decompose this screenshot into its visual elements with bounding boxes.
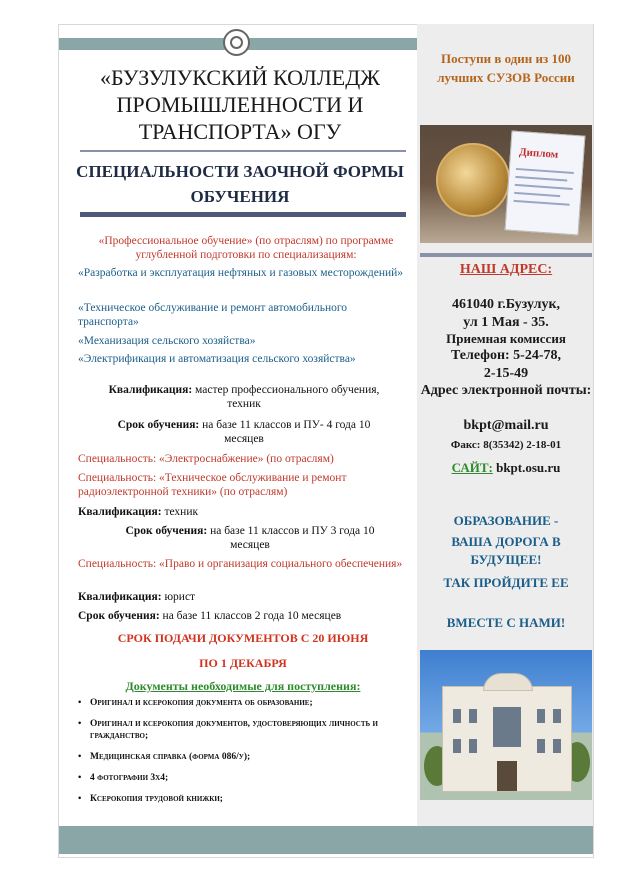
specialization-3: «Механизация сельского хозяйства»	[78, 335, 256, 347]
address-heading: НАШ АДРЕС:	[459, 262, 553, 277]
bottom-bar	[59, 826, 593, 854]
address-line1: 461040 г.Бузулук,	[451, 297, 561, 312]
title-divider	[80, 150, 406, 152]
section-title: СПЕЦИАЛЬНОСТИ ЗАОЧНОЙ ФОРМЫ ОБУЧЕНИЯ	[76, 162, 404, 206]
qualification-1	[100, 383, 388, 411]
specialization-4: «Электрификация и автоматизация сельского хозяйства»	[78, 353, 356, 365]
qualification-3	[78, 590, 408, 604]
site-link[interactable]: bkpt.osu.ru	[496, 460, 561, 475]
admissions-label: Приемная комиссия	[446, 331, 566, 346]
documents-list	[78, 697, 408, 814]
phone-line: Телефон: 5-24-78,	[451, 348, 561, 363]
ring-icon	[223, 29, 250, 56]
list-item: • Оригинал и ксерокопия документов, удостоверяющих личность и гражданство;	[78, 718, 408, 742]
specialty-3: Специальность: «Техническое обслуживание и ремонт радиоэлектронной техники» (по отраслям)	[78, 472, 347, 498]
deadline-line1: СРОК ПОДАЧИ ДОКУМЕНТОВ С 20 ИЮНЯ	[117, 631, 369, 645]
college-title: «БУЗУЛУКСКИЙ КОЛЛЕДЖ ПРОМЫШЛЕННОСТИ И ТРАНСПОРТА» ОГУ	[100, 65, 380, 144]
qualification-2	[78, 505, 408, 519]
list-item: • Ксерокопия трудовой книжки;	[78, 793, 408, 805]
award-photo	[420, 125, 592, 243]
phone-line2: 2-15-49	[483, 366, 529, 381]
slogan-line2: ВАША ДОРОГА В БУДУЩЕЕ!	[451, 534, 561, 567]
slogan-line3: ТАК ПРОЙДИТЕ ЕЕ	[443, 575, 569, 590]
deadline-line2: ПО 1 ДЕКАБРЯ	[199, 656, 287, 670]
term-value: на базе 11 классов и ПУ 3 года 10 месяцев	[210, 525, 375, 551]
term-value: на базе 11 классов 2 года 10 месяцев	[162, 610, 342, 622]
study-term-1	[100, 418, 388, 446]
term-label: Срок обучения:	[78, 610, 160, 622]
diploma-image	[505, 131, 586, 236]
qualification-value: техник	[164, 506, 199, 518]
term-value: на базе 11 классов и ПУ- 4 года 10 месяцев	[202, 419, 371, 445]
list-item: • 4 фотографии 3х4;	[78, 772, 408, 784]
building-photo	[420, 650, 592, 800]
slogan-line4: ВМЕСТЕ С НАМИ!	[446, 615, 566, 630]
email-link[interactable]: bkpt@mail.ru	[463, 418, 549, 433]
site-line	[420, 460, 592, 476]
study-term-3	[78, 609, 408, 623]
fax-line: Факс: 8(35342) 2-18-01	[450, 439, 562, 451]
specialization-2: «Техническое обслуживание и ремонт автомобильного транспорта»	[78, 302, 348, 328]
list-item: • Оригинал и ксерокопия документа об образование;	[78, 697, 408, 709]
qualification-value: юрист	[164, 591, 196, 603]
qualification-label: Квалификация:	[78, 506, 162, 518]
qualification-value: мастер профессионального обучения, техник	[195, 384, 380, 410]
specialization-1: «Разработка и эксплуатация нефтяных и газовых месторождений»	[78, 267, 404, 279]
intro-text: «Профессиональное обучение» (по отраслям) по программе углубленной подготовки по специализациям:	[98, 235, 394, 261]
qualification-label: Квалификация:	[78, 591, 162, 603]
term-label: Срок обучения:	[125, 525, 208, 537]
study-term-2	[110, 524, 390, 552]
medal-icon	[436, 143, 510, 217]
documents-heading: Документы необходимые для поступления:	[125, 679, 361, 693]
promo-text: Поступи в один из 100 лучших СУЗОВ России	[437, 51, 575, 85]
term-label: Срок обучения:	[117, 419, 200, 431]
email-label: Адрес электронной почты:	[420, 383, 592, 398]
slogan-line1: ОБРАЗОВАНИЕ -	[453, 513, 559, 528]
site-label: САЙТ:	[451, 460, 493, 475]
qualification-label: Квалификация:	[108, 384, 193, 396]
section-divider	[80, 212, 406, 217]
sidebar-divider	[420, 253, 592, 257]
address-line2: ул 1 Мая - 35.	[463, 315, 549, 330]
diploma-word: Диплом	[518, 146, 559, 161]
specialty-4: Специальность: «Право и организация социального обеспечения»	[78, 558, 403, 570]
list-item: • Медицинская справка (форма 086/у);	[78, 751, 408, 763]
specialty-2: Специальность: «Электроснабжение» (по отраслям)	[78, 453, 334, 465]
